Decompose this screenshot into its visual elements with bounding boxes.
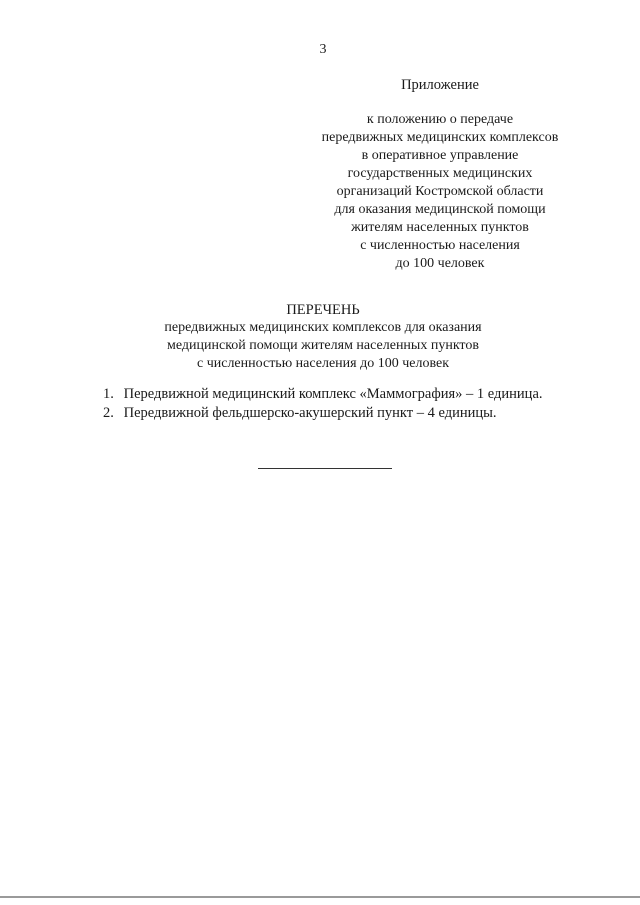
page-bottom-rule [0,896,640,898]
list-subtitle-line: с численностью населения до 100 человек [196,356,449,371]
appendix-line: жителям населенных пунктов [351,220,529,235]
appendix-line: государственных медицинских [347,166,533,181]
list-item-number: 1. [103,386,114,402]
appendix-line: в оперативное управление [361,148,519,163]
list-subtitle [0,319,640,373]
list-subtitle-line: передвижных медицинских комплексов для оказания [164,320,482,335]
list-heading: ПЕРЕЧЕНЬ [286,302,360,318]
appendix-line: до 100 человек [395,256,485,271]
list-item [103,404,603,423]
appendix-line: к положению о передаче [366,112,514,127]
appendix-line: организаций Костромской области [336,184,544,199]
list-item-text: Передвижной фельдшерско-акушерский пункт – 4 единицы. [123,405,497,421]
appendix-description [290,111,590,273]
appendix-title: Приложение [401,77,479,93]
appendix-line: передвижных медицинских комплексов [321,130,559,145]
appendix-line: с численностью населения [360,238,520,253]
list-item-text: Передвижной медицинский комплекс «Маммография» – 1 единица. [123,386,543,402]
page-number: 3 [319,42,327,57]
appendix-line: для оказания медицинской помощи [334,202,546,217]
list-item-number: 2. [103,405,114,421]
list-item [103,385,603,404]
items-list [103,385,603,423]
list-subtitle-line: медицинской помощи жителям населенных пунктов [167,338,479,353]
separator-line [258,468,392,469]
